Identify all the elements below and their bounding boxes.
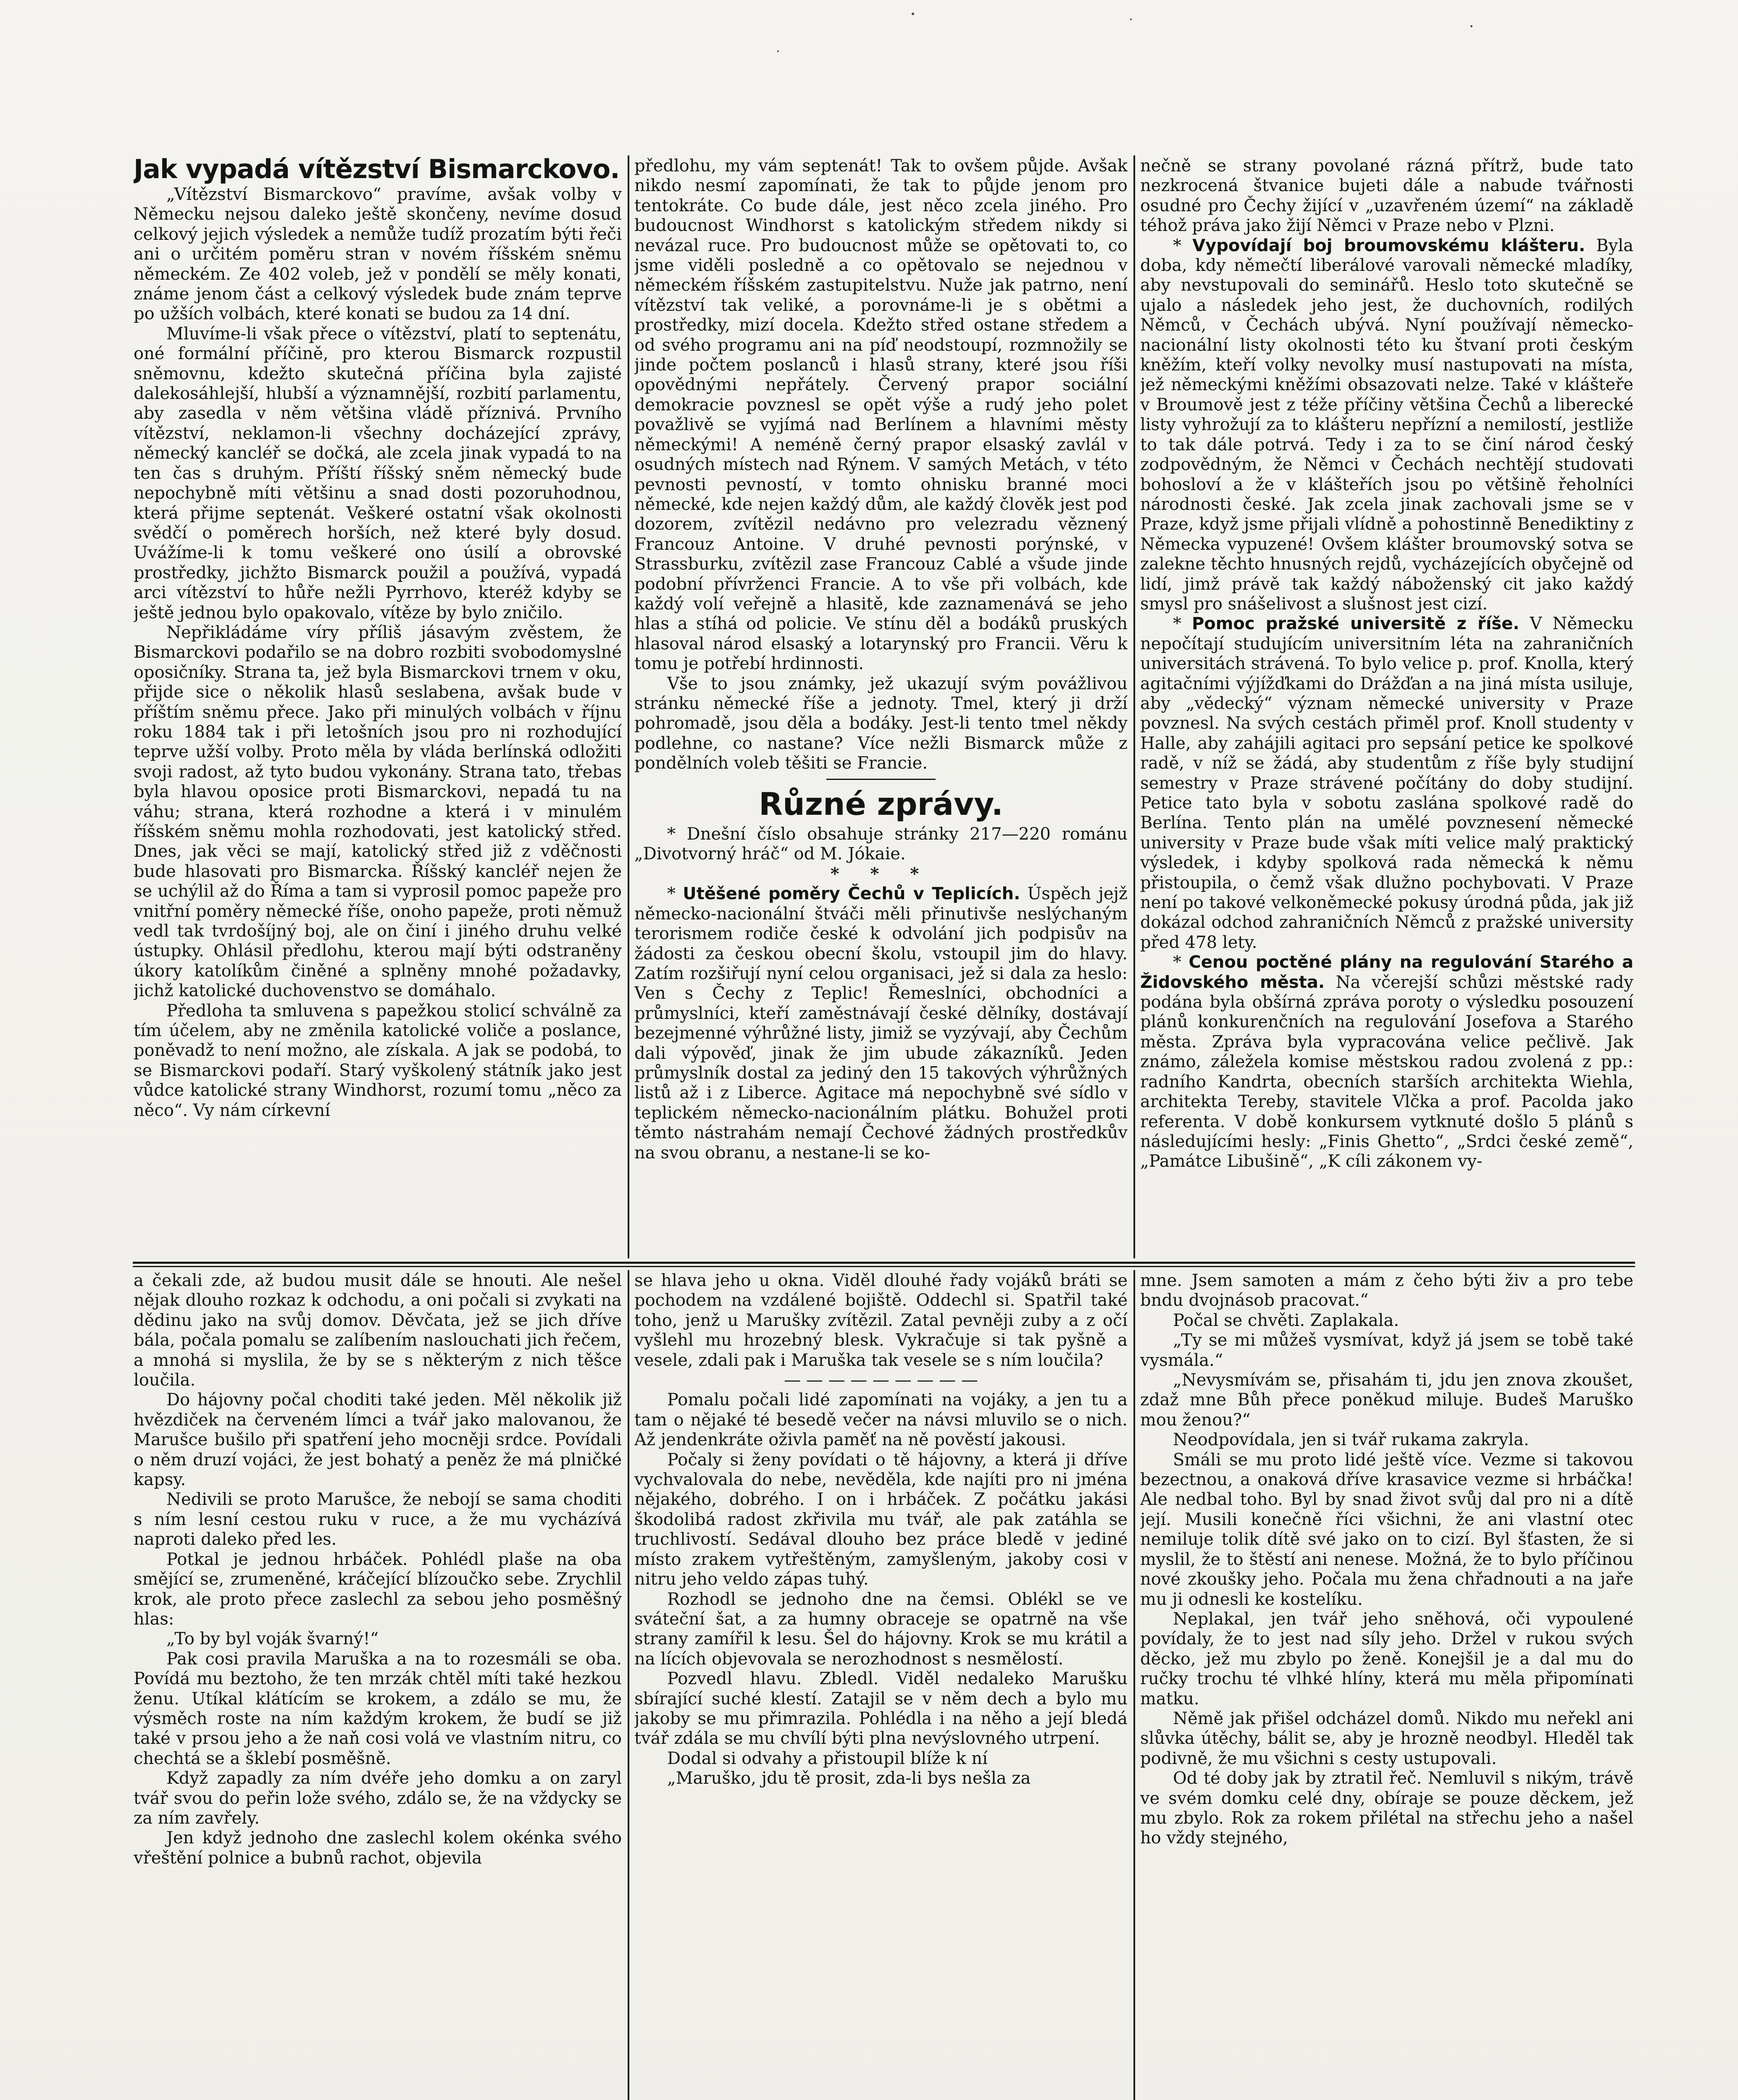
story-paragraph: Počal se chvěti. Zaplakala. bbox=[1173, 1310, 1399, 1330]
story-paragraph: Jen když jednoho dne zaslechl kolem okénka svého vřeštění polnice a bubnů rachot, objevila bbox=[134, 1828, 622, 1868]
column-rule bbox=[1133, 155, 1135, 1258]
news-item-university: * Pomoc pražské universitě z říše. V Německu nepočítají studujícím universitním léta na zahraničních universitách strávená. To bylo velice p. prof. Knolla, který agitačními výjížďkami do Drážďan a na jiná místa usiluje, aby „vědecký“ význam německé university v Praze povznesl. Na svých cestách přiměl prof. Knoll studenty v Halle, aby zahájili agitaci pro sepsání petice ke spolkové radě, v níž se žádá, aby studentům z říše byly studijní semestry v Praze strávené počítány do doby studijní. Petice tato byla v sobotu zaslána spolkové radě do Berlína. Tento plán na umělé povznesení německé university v Praze bude však míti velice malý praktický výsledek, i kdyby spolková rada německá k němu přistoupila, o čemž však dlužno pochybovati. V Praze není po takové velkoněmecké pokusy úrodná půda, jak již dokázal odchod zahraničních Němců z pražské university před 478 lety. bbox=[1140, 614, 1633, 952]
column-rule bbox=[1133, 1270, 1135, 2100]
star-bullet-icon: * bbox=[1173, 953, 1189, 972]
article-bismarck-column bbox=[134, 156, 622, 1258]
story-paragraph: „To by byl voják švarný!“ bbox=[166, 1629, 379, 1649]
scan-speck bbox=[1470, 25, 1472, 27]
article-paragraph: Nepřikládáme víry příliš jásavým zvěstem, že Bismarckovi podařilo se na dobro rozbiti svobodomyslné oposičníky. Strana ta, jež byla Bismarckovi trnem v oku, přijde sice o několik hlasů seslabena, avšak bude v příštím sněmu přece. Jako při minulých volbách v říjnu roku 1884 tak i při letošních jsou pro ni rozhodující teprve užší volby. Proto měla by vláda berlínská odložiti svoji radost, až tyto budou vykonány. Strana tato, třebas byla hlavou oposice proti Bismarckovi, nepadá tu na váhu; strana, která rozhodne a která i v minulém říšském sněmu mohla rozhodovati, jest katolický střed. Dnes, jak věci se mají, katolický střed již z vděčnosti bude hlasovati pro Bismarcka. Říšský kancléř nejen že se uchýlil až do Říma a tam si vyprosil pomoc papeže pro vnitřní poměry německé říše, onoho papeže, proti němuž vedl tak tvrdošíjný boj, ale on činí i jiného druhu velké ústupky. Ohlásil předlohu, kterou mají býti odstraněny úkory katolíkům činěné a splněny mnohé požadavky, jichž katolické duchovenstvo se domáhalo. bbox=[134, 622, 622, 1001]
story-paragraph: a čekali zde, až budou musit dále se hnouti. Ale nešel nějak dlouho rozkaz k odchodu, a oni počali si zvykati na dědinu jako na svůj domov. Děvčata, jež se jich dříve bála, počala pomalu se zalíbením naslouchati jich řečem, a mnohá si myslila, že by se s některým z nich těšce loučila. bbox=[134, 1271, 622, 1390]
story-paragraph: Pozvedl hlavu. Zbledl. Viděl nedaleko Marušku sbírající suché klestí. Zatajil se v něm dech a bylo mu jakoby se mu přimrazila. Pohlédla i na něho a její bledá tvář zdála se mu chvílí býti plna nevýslovného utrpení. bbox=[634, 1669, 1128, 1748]
article-paragraph: předlohu, my vám septenát! Tak to ovšem půjde. Avšak nikdo nesmí zapomínati, že tak to půjde jenom pro tentokráte. Co bude dále, jest něco zcela jiného. Pro budoucnost Windhorst s katolickým středem nikdy si nevázal ruce. Pro budoucnost může se opětovati to, co jsme viděli posledně a co opětovalo se nejednou v německém říšském zastupitelstvu. Nuže jak patrno, není vítězství tak veliké, a porovnáme-li je s obětmi a prostředky, mizí docela. Kdežto střed ostane středem a od svého programu ani na píď neodstoupí, rozmnožily se jinde počtem poslanců i hlasů strany, které jsou říši opovědnými nepřátely. Červený prapor sociální demokracie povznesl se opět výše a rudý jeho polet považlivě se vyjímá nad Berlínem a hlavními městy německými! A neméně černý prapor elsaský zavlál v osudných místech nad Rýnem. V samých Metách, v této pevnosti pevností, v tomto ohnisku branné moci německé, kde nejen každý dům, ale každý člověk jest pod dozorem, zvítězil nedávno pro velezradu věznený Francouz Antoine. V druhé pevnosti porýnské, v Strassburku, zvítězil zase Francouz Cablé a všude jinde podobní přívrženci Francie. A to vše při volbách, kde každý volí veřejně a hlasitě, kde zaznamenává se jeho hlas a stíhá od policie. Ve stínu děl a bodáků pruských hlasoval národ elsaský a lotarynský pro Francii. Věru k tomu je potřebí hrdinnosti. bbox=[634, 156, 1128, 674]
story-paragraph: Dodal si odvahy a přistoupil blíže k ní bbox=[667, 1748, 988, 1768]
article-title: Jak vypadá vítězství Bismarckovo. bbox=[134, 156, 620, 184]
story-paragraph: Do hájovny počal choditi také jeden. Měl několik již hvězdiček na červeném límci a tvář jako malovanou, že Marušce bušilo při spatření jeho mocněji srdce. Povídali o něm druzí vojáci, že jest bohatý a peněz že má plničké kapsy. bbox=[134, 1390, 622, 1490]
scan-speck bbox=[912, 13, 914, 15]
news-paragraph: nečně se strany povolané rázná přítrž, bude tato nezkrocená štvanice bujeti dále a nabude tvářnosti osudné pro Čechy žijící v „uzavřeném území“ na základě téhož práva jako žijí Němci v Praze nebo v Plzni. bbox=[1140, 156, 1633, 236]
article-paragraph: Vše to jsou známky, jež ukazují svým povážlivou stránku německé říše a jednoty. Tmel, který ji drží pohromadě, jsou děla a bodáky. Jest-li tento tmel někdy podlehne, co nastane? Více nežli Bismarck může z pondělních voleb těšiti se Francie. bbox=[634, 674, 1128, 773]
story-paragraph: Neplakal, jen tvář jeho sněhová, oči vypoulené povídaly, že to jest nad síly jeho. Držel v rukou svých děcko, jež mu zbylo po ženě. Konejšil je a dal mu do ručky trochu té vlhké hlíny, která mu měla připomínati matku. bbox=[1140, 1609, 1633, 1709]
news-item-novel: * Dnešní číslo obsahuje stránky 217—220 románu „Divotvorný hráč“ od M. Jókaie. bbox=[634, 824, 1128, 864]
story-paragraph: Rozhodl se jednoho dne na čemsi. Oblékl se ve sváteční šat, a za humny obraceje se opatrně na vše strany zamířil k lesu. Šel do hájovny. Krok se mu krátil a na lících objevovala se nerozhodnost s nesmělostí. bbox=[634, 1589, 1128, 1669]
story-paragraph: Neodpovídala, jen si tvář rukama zakryla. bbox=[1173, 1430, 1529, 1450]
story-paragraph: Pak cosi pravila Maruška a na to rozesmáli se oba. Povídá mu beztoho, že ten mrzák chtěl míti také hezkou ženu. Utíkal klátícím se krokem, a zdálo se mu, že výsměch roste na ním každým krokem, že budí se již také v prsou jeho a že naň cosi volá ve vlastním nitru, co chechtá se a šklebí posměšně. bbox=[134, 1649, 622, 1768]
article-paragraph: Mluvíme-li však přece o vítězství, platí to septenátu, oné formální příčině, pro kterou Bismarck rozpustil sněmovnu, kdežto skutečná příčina byla zajisté dalekosáhlejší, hlubší a významnější, rozbití parlamentu, aby zasedla v něm většina vládě příznivá. Prvního vítězství, neklamon-li všechny docházející zprávy, německý kancléř se dočká, ale zcela jinak vypadá to na ten čas s druhým. Příští říšský sněm německý bude nepochybně míti většinu a snad dosti pozoruhodnou, která přijme septenát. Veškeré ostatní však okolnosti svědčí o poměrech horších, než které byly dosud. Uvážíme-li k tomu veškeré ono úsilí a obrovské prostředky, jichžto Bismarck použil a používá, vypadá arci vítězství to hůře nežli Pyrrhovo, kteréž kdyby se ještě jednou bylo opakovalo, vítěze by bylo zničilo. bbox=[134, 324, 622, 622]
column-rule bbox=[628, 155, 629, 1258]
star-bullet-icon: * bbox=[1173, 614, 1192, 634]
story-paragraph: se hlava jeho u okna. Viděl dlouhé řady vojáků bráti se pochodem na vzdálené bojiště. Oddechl si. Spatřil také toho, jenž u Marušky zvítězil. Zatal pevněji zuby a z očí vyšlehl mu hrozebný blesk. Vykračuje si tak pyšně a vesele, zdali pak i Maruška tak vesele se s ním loučila? bbox=[634, 1271, 1128, 1370]
section-title: Různé zprávy. bbox=[759, 786, 1003, 822]
separator-stars: * * * bbox=[830, 864, 932, 884]
story-paragraph: mne. Jsem samoten a mám z čeho býti živ a pro tebe bndu dvojnásob pracovat.“ bbox=[1140, 1271, 1633, 1310]
news-item-broumov: * Vypovídají boj broumovskému klášteru. Byla doba, kdy němečtí liberálové varovali německé mladíky, aby nevstupovali do seminářů. Heslo toto skutečně se ujalo a následek jeho jest, že duchovních, rodilých Němců, v Čechách ubývá. Nyní používají německo-nacionální listy okolnosti této ku štvaní proti českým kněžím, kteří volky nevolky musí nastupovati na místa, jež německými kněžími obsazovati nelze. Také v klášteře v Broumově jest z téže příčiny většina Čechů a liberecké listy vyhrožují za to klášteru nepřízní a nemilostí, jestliže to tak dále potrvá. Tedy i za to se činí národ český zodpovědným, že Němci v Čechách nechtějí studovati bohosloví a že v klášteřích jsou po většině řeholníci národnosti české. Jak zcela jinak zachovali jsme se v Praze, když jsme přijali vlídně a pohostinně Benediktiny z Německa vypuzené! Ovšem klášter broumovský sotva se zalekne těchto hnusných rejdů, vycházejících obyčejně od lidí, jimž právě tak každý náboženský cit jako každý smysl pro snášelivost a slušnost jest cizí. bbox=[1140, 236, 1633, 614]
scan-speck bbox=[1130, 18, 1132, 20]
star-bullet-icon: * bbox=[667, 824, 687, 844]
news-item-regulation: * Cenou poctěné plány na regulování Starého a Židovského města. Na včerejší schůzi městské rady podána byla obšírná zpráva poroty o výsledku posouzení plánů konkurenčních na regulování Josefova a Starého města. Zpráva byla vypracována velice pečlivě. Jak známo, záležela komise městskou radou zvolená z pp.: radního Kandrta, obecních starších architekta Wiehla, architekta Tereby, stavitele Vlčka a prof. Pacolda jako referenta. V době konkursem vytknuté došlo 5 plánů s následujícími hesly: „Finis Ghetto“, „Srdci české země“, „Památce Libušině“, „K cíli zákonem vy- bbox=[1140, 953, 1633, 1171]
story-paragraph: Od té doby jak by ztratil řeč. Nemluvil s nikým, trávě ve svém domku celé dny, obíraje se pouze děckem, jež mu zbylo. Rok za rokem přilétal na střechu jeho a našel ho vždy stejného, bbox=[1140, 1769, 1633, 1848]
feuilleton-rule bbox=[133, 1266, 1635, 1267]
star-bullet-icon: * bbox=[667, 884, 683, 904]
story-paragraph: „Maruško, jdu tě prosit, zda-li bys nešla za bbox=[667, 1769, 1031, 1788]
story-paragraph: Nedivili se proto Marušce, že nebojí se sama choditi s ním lesní cestou ruku v ruce, a že mu vycházívá naproti daleko před les. bbox=[134, 1490, 622, 1549]
story-paragraph: Pomalu počali lidé zapomínati na vojáky, a jen tu a tam o nějaké té besedě večer na návsi mluvilo se o nich. Až jendenkráte oživla paměť na ně pověstí jakousi. bbox=[634, 1390, 1128, 1450]
news-item-teplice: * Utěšené poměry Čechů v Teplicích. Úspěch jejž německo-nacionální štváči měli přinutivše neslýchaným terorismem rodiče české k odvolání jich podpisův na žádosti za českou obecní školu, vstoupil jim do hlavy. Zatím rozšiřují nyní celou organisaci, jež si dala za heslo: Ven s Čechy z Teplic! Řemeslníci, obchodníci a průmyslníci, kteří zaměstnávají české dělníky, dostávají bezejmenné výhrůžné listy, jimiž se vyzývají, aby Čechům dali výpověď, jinak že jim ubude zákazníků. Jeden průmyslník dostal za jediný den 15 takových výhrůžných listů až i z Liberce. Agitace má nepochybně své sídlo v teplickém německo-nacionálním plátku. Bohužel proti těmto nástrahám nemají Čechové žádných prostředkův na svou obranu, a nestane-li se ko- bbox=[634, 884, 1128, 1163]
feuilleton-column-3 bbox=[1140, 1271, 1633, 2100]
story-paragraph: Potkal je jednou hrbáček. Pohlédl plaše na oba smějící se, zrumeněné, kráčející blízoučko sebe. Zrychlil krok, ale proto přece zaslechl za sebou jeho posměšný hlas: bbox=[134, 1549, 622, 1629]
article-continuation-column bbox=[634, 156, 1128, 1258]
feuilleton-column-2 bbox=[634, 1271, 1128, 2100]
story-paragraph: „Ty se mi můžeš vysmívat, když já jsem se tobě také vysmála.“ bbox=[1140, 1331, 1633, 1370]
article-paragraph: Předloha ta smluvena s papežkou stolicí schválně za tím účelem, aby ne změnila katolické voliče a poslance, poněvadž to není možno, ale získala. A jak se podobá, to se Bismarckovi podaří. Starý vyškolený státník jako jest vůdce katolické strany Windhorst, rozumí tomu „něco za něco“. Vy nám církevní bbox=[134, 1001, 622, 1120]
feuilleton-column-1 bbox=[134, 1271, 622, 2100]
star-bullet-icon: * bbox=[1173, 236, 1193, 255]
article-paragraph: „Vítězství Bismarckovo“ pravíme, avšak volby v Německu nejsou daleko ještě skončeny, nevíme dosud celkový jejich výsledek a nemůže tudíž prozatím býti řeči ani o určitém poměru stran v novém říšském sněmu německém. Ze 402 voleb, jež v pondělí se měly konati, známe jenom část a celkový výsledek bude znám teprve po užších volbách, které konati se budou za 14 dní. bbox=[134, 185, 622, 324]
story-paragraph: „Nevysmívám se, přisahám ti, jdu jen znova zkoušet, zdaž mne Bůh přece poněkud miluje. Budeš Maruško mou ženou?“ bbox=[1140, 1370, 1633, 1430]
scan-speck bbox=[777, 50, 779, 52]
news-column-right bbox=[1140, 156, 1633, 1258]
story-paragraph: Počaly si ženy povídati o tě hájovny, a která ji dříve vychvalovala do nebe, nevěděla, kde najíti pro ni jména nějakého, dobrého. I on i hrbáček. Z počátku jakási škodolibá radost zkřivila mu tvář, ale pak zatáhla se truchlivostí. Sedával dlouho bez práce bledě v jediné místo zrakem vytřeštěným, zamyšleným, jakoby cosi v nitru jeho veldo zápas tuhý. bbox=[634, 1450, 1128, 1589]
section-divider bbox=[826, 779, 936, 780]
column-rule bbox=[628, 1270, 629, 2100]
story-paragraph: Smáli se mu proto lidé ještě více. Vezme si takovou bezectnou, a onaková dříve krasavice vezme si hrbáčka! Ale nedbal toho. Byl by snad život svůj dal pro ni a dítě její. Musili konečně říci všichni, že ani vlastní otec nemiluje tolik dítě své jako on to cizí. Byl šťasten, že si myslil, že to štěstí ani nenese. Možná, že to bylo příčinou nové zkoušky jeho. Počala mu žena chřadnouti a na jaře mu ji odnesli ke kostelíku. bbox=[1140, 1450, 1633, 1609]
story-paragraph: Když zapadly za ním dvéře jeho domku a on zaryl tvář svou do peřin lože svého, zdálo se, že na vždycky se za ním zavřely. bbox=[134, 1769, 622, 1828]
story-dash-separator: — — — — — — — — — bbox=[784, 1370, 978, 1390]
feuilleton-rule bbox=[133, 1262, 1635, 1264]
story-paragraph: Němě jak přišel odcházel domů. Nikdo mu neřekl ani slůvka útěchy, bálit se, aby je hrozně neodbyl. Hleděl tak podivně, že mu všichni s cesty ustupovali. bbox=[1140, 1709, 1633, 1768]
